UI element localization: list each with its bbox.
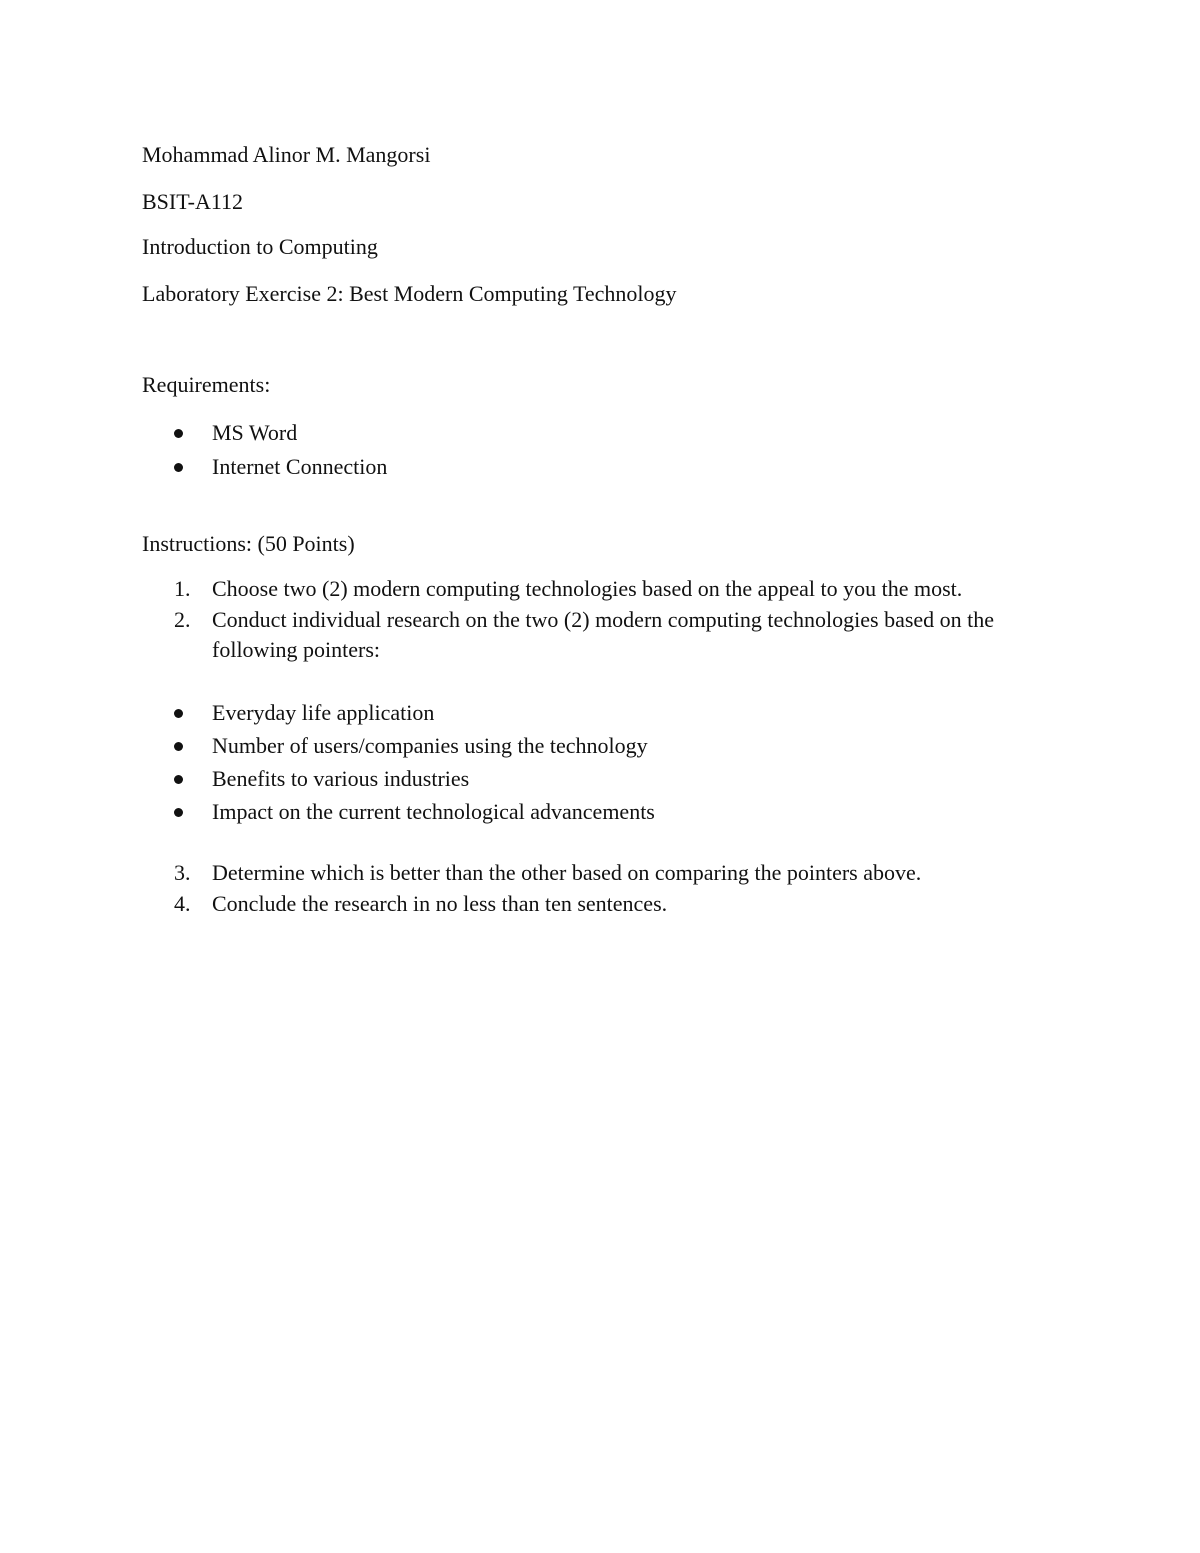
pointer-item: Number of users/companies using the technology <box>212 733 648 758</box>
step-number: 1. <box>174 576 191 601</box>
step-number: 4. <box>174 891 191 916</box>
course-title: Introduction to Computing <box>142 234 378 259</box>
step-number: 2. <box>174 607 191 632</box>
bullet-icon <box>174 808 183 817</box>
bullet-icon <box>174 742 183 751</box>
step-text-continued: following pointers: <box>212 637 381 662</box>
section-code: BSIT-A112 <box>142 189 244 214</box>
bullet-icon <box>174 775 183 784</box>
pointer-item: Impact on the current technological advancements <box>212 799 655 824</box>
requirement-item: MS Word <box>212 420 298 445</box>
requirements-heading: Requirements: <box>142 372 271 397</box>
pointer-item: Everyday life application <box>212 700 435 725</box>
bullet-icon <box>174 463 183 472</box>
instructions-heading: Instructions: (50 Points) <box>142 531 355 556</box>
bullet-icon <box>174 709 183 718</box>
requirement-item: Internet Connection <box>212 454 388 479</box>
pointer-item: Benefits to various industries <box>212 766 470 791</box>
step-number: 3. <box>174 860 191 885</box>
bullet-icon <box>174 429 183 438</box>
step-text: Determine which is better than the other based on comparing the pointers above. <box>212 860 922 885</box>
step-text: Conduct individual research on the two (2) modern computing technologies based on the <box>212 607 995 632</box>
exercise-title: Laboratory Exercise 2: Best Modern Computing Technology <box>142 281 677 306</box>
student-name: Mohammad Alinor M. Mangorsi <box>142 142 431 167</box>
step-text: Conclude the research in no less than ten sentences. <box>212 891 668 916</box>
step-text: Choose two (2) modern computing technologies based on the appeal to you the most. <box>212 576 963 601</box>
